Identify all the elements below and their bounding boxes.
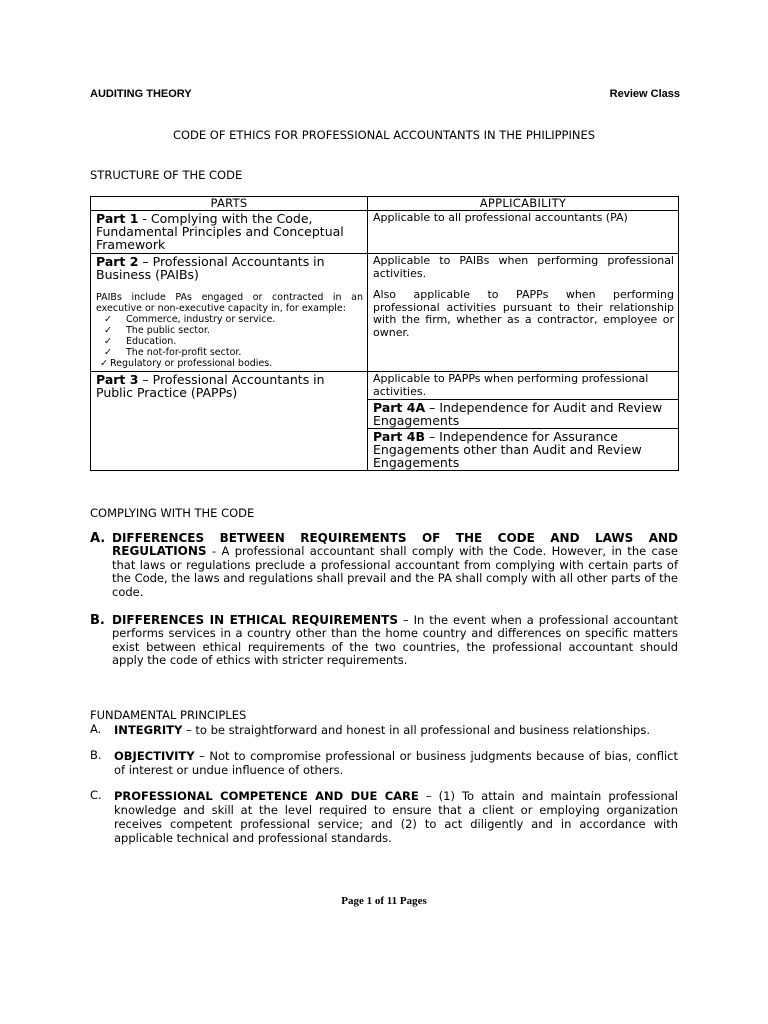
applicability-text: Also applicable to PAPPs when performing professional activities pursuant to their relationship with the firm, whether as a contractor, employee or owner.	[373, 288, 674, 339]
item-text	[114, 789, 678, 845]
col-header-parts: PARTS	[91, 197, 368, 211]
paib-note: PAIBs include PAs engaged or contracted in an executive or non-executive capacity in, for example:	[96, 292, 363, 314]
check-icon: ✓	[104, 325, 112, 336]
structure-heading: STRUCTURE OF THE CODE	[90, 168, 243, 182]
applicability-cell: Applicable to PAPPs when performing professional activities.	[368, 372, 679, 400]
table-row	[91, 254, 679, 372]
applicability-cell: Applicable to all professional accountants (PA)	[368, 211, 679, 254]
item-letter: A.	[90, 531, 106, 546]
header-course-title: AUDITING THEORY	[90, 88, 192, 100]
document-title: CODE OF ETHICS FOR PROFESSIONAL ACCOUNTANTS IN THE PHILIPPINES	[172, 128, 596, 142]
principle-term: PROFESSIONAL COMPETENCE AND DUE CARE	[114, 789, 419, 803]
item-heading: DIFFERENCES BETWEEN REQUIREMENTS OF THE CODE AND LAWS AND REGULATIONS	[112, 531, 678, 559]
item-text	[112, 614, 678, 668]
part-label: Part 4A	[373, 400, 426, 415]
list-item: ✓ The not-for-profit sector.	[104, 347, 242, 358]
item-letter: A.	[90, 722, 102, 736]
table-row	[91, 211, 679, 254]
complying-heading: COMPLYING WITH THE CODE	[90, 506, 255, 520]
part-text: – Professional Accountants in Business (PAIBs)	[96, 254, 325, 282]
structure-table	[90, 196, 679, 471]
part-text: – Professional Accountants in Public Practice (PAPPs)	[96, 372, 325, 400]
part-label: Part 4B	[373, 429, 425, 444]
complying-item-b	[90, 614, 678, 668]
header-review-class: Review Class	[609, 88, 680, 100]
check-icon: ✓	[100, 358, 108, 369]
applicability-text: Applicable to PAIBs when performing professional activities.	[373, 254, 674, 280]
principle-item	[90, 789, 678, 845]
fundamental-heading: FUNDAMENTAL PRINCIPLES	[90, 708, 247, 722]
item-text	[112, 532, 678, 599]
principle-item	[90, 749, 678, 777]
item-text	[114, 723, 678, 737]
col-header-applicability: APPLICABILITY	[368, 197, 679, 211]
part-label: Part 1	[96, 211, 139, 226]
check-icon: ✓	[104, 347, 112, 358]
principle-item	[90, 723, 678, 737]
item-body: – In the event when a professional accountant performs services in a country other than the home country and differences on specific matters exist between ethical requirements of the two countries, the professional accountant should apply the code of ethics with stricter requirements.	[112, 613, 678, 668]
principle-text: – Not to compromise professional or business judgments because of bias, conflict of interest or undue influence of others.	[114, 749, 678, 777]
item-letter: B.	[90, 613, 105, 628]
list-item: ✓ Regulatory or professional bodies.	[100, 358, 273, 369]
item-body: - A professional accountant shall comply with the Code. However, in the case that laws or regulations preclude a professional accountant from complying with certain parts of the Code, the laws and regulations shall prevail and the PA shall comply with all other parts of the code.	[112, 544, 678, 599]
principle-text: – (1) To attain and maintain professional knowledge and skill at the level required to ensure that a client or employing organization receives competent professional service; and (2) to act diligently and in accordance with applicable technical and professional standards.	[114, 789, 679, 845]
principle-term: OBJECTIVITY	[114, 749, 195, 763]
table-row	[91, 372, 679, 400]
part-text: - Complying with the Code, Fundamental Principles and Conceptual Framework	[96, 211, 344, 252]
check-icon: ✓	[104, 336, 112, 347]
complying-item-a	[90, 532, 678, 599]
part-text: – Independence for Audit and Review Engagements	[373, 400, 663, 428]
part-cell	[91, 372, 368, 471]
list-item: ✓ Commerce, industry or service.	[104, 314, 276, 325]
item-text	[114, 749, 678, 777]
part-label: Part 2	[96, 254, 139, 269]
item-letter: B.	[90, 748, 102, 762]
table-header-row	[91, 197, 679, 211]
part-cell	[91, 254, 368, 372]
list-item: ✓ Education.	[104, 336, 177, 347]
part-cell	[368, 400, 679, 429]
part-text: – Independence for Assurance Engagements other than Audit and Review Engagements	[373, 429, 642, 470]
check-icon: ✓	[104, 314, 112, 325]
principle-text: – to be straightforward and honest in all professional and business relationships.	[182, 723, 650, 737]
part-cell	[368, 429, 679, 471]
item-letter: C.	[90, 788, 102, 802]
applicability-cell	[368, 254, 679, 372]
page-footer: Page 1 of 11 Pages	[341, 895, 427, 907]
list-item: ✓ The public sector.	[104, 325, 210, 336]
part-label: Part 3	[96, 372, 139, 387]
part-cell	[91, 211, 368, 254]
paib-examples-list	[96, 314, 363, 369]
item-heading: DIFFERENCES IN ETHICAL REQUIREMENTS	[112, 613, 398, 627]
principle-term: INTEGRITY	[114, 723, 183, 737]
